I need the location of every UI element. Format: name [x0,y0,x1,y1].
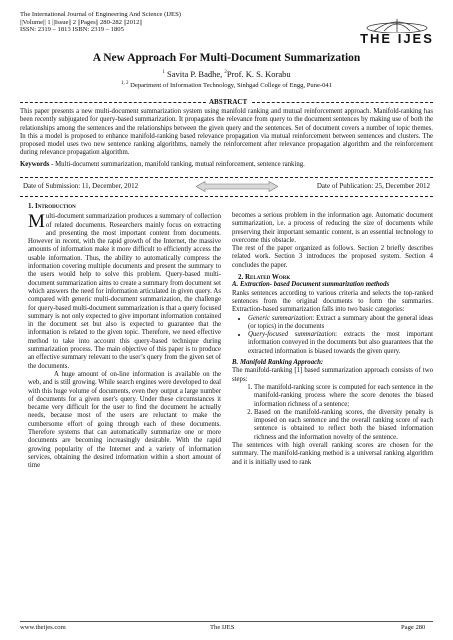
dates-row [20,180,433,194]
list-item: 1. The manifold-ranking score is computed for each sentence in the manifold-ranking process where the score denotes the biased information richness of a sentence; [254,384,433,409]
keywords-text: - Multi-document summarization, manifold ranking, mutual reinforcement, sentence ranking. [49,161,305,168]
author-1-sup: 1 [162,70,165,76]
journal-name: The International Journal of Engineering And Science (IJES) [20,11,181,18]
list-item-head: Query-focused summarization [248,331,336,339]
subsection-label: B. [232,359,239,367]
affiliation-text: Department of Information Technology, Sinhgad College of Engg, Pune-041 [130,82,333,89]
abstract-label: ABSTRACT [209,98,248,106]
footer-journal: The IJES [210,624,235,631]
abstract-text: This paper presents a new multi-document summarization system using manifold ranking and mutual reinforcement approach. Manifold-ranking has been recently subjugated for query-based summarization. It propagates the relevance from query to the document sentences by making use of both the relationships among the sentences and the relationships between the given query and the sentences. Set of document covers a number of topic themes. In this a model is proposed to enhance manifold-ranking based relevance propagation via mutual reinforcement between sentences and clusters. The proposed model uses two new sentence ranking algorithms, namely the reinforcement after relevance propagation algorithm and the reinforcement during relevance propagation algorithm. [20,108,433,157]
subsection-heading-a [232,281,433,289]
journal-issn: ISSN: 2319 – 1813 ISBN: 2319 – 1805 [20,26,124,34]
journal-header [20,11,181,34]
submission-date: Date of Submission: 11, December, 2012 [23,182,139,190]
dates-top-rule [20,177,433,178]
section-heading-introduction [28,202,221,210]
keywords-label: Keywords [20,161,50,168]
steps-list [232,384,433,442]
author-2: Prof. K. S. Korabu [226,69,291,79]
list-item-head: Generic summarization [248,314,313,322]
keywords [20,161,433,169]
divider-right [252,102,433,103]
divider-left [20,102,206,103]
intro-paragraph-2: A huge amount of on-line information is available on the web, and is still growing. While search engines were developed to deal with this huge volume of documents, even they output a large number of documents for a given user's query. Under these circumstances it became very difficult for the user to find the document he actually needs, because most of the users are reluctant to make the cumbersome effort of going through each of these documents. Therefore systems that can automatically summarize one or more documents are becoming increasingly desirable. With the rapid growing popularity of the Internet and a variety of information services, obtaining the desired information within a short amount of time [28,370,221,470]
left-column [28,202,221,471]
intro-paragraph-1 [28,213,221,371]
subsection-title: Extraction- based Document summarization methods [239,281,390,289]
section-heading-related-work [238,273,433,281]
footer-website: www.theijes.com [20,624,66,631]
abstract-divider [20,98,433,106]
subsection-heading-b [232,359,433,367]
logo-text: THE IJES [360,31,434,46]
authors [0,69,453,79]
section-number: 2. [238,273,244,282]
intro-paragraph-1-text: ulti-document summarization produces a summary of collection of related documents. Researchers mainly focus on extracting and presenting the most important content from documents. However in recent, with the rapid growth of the Internet, the massive amounts of information make it more difficult to efficiently access the usable information. Thus, the ability to automatically compress the information covering multiple documents and present the summary to the users would help to solve this problem. Query-based multi-document summarization aims to create a summary from document set which answers the need for information articulated in given query. As compared with generic multi-document summarization, the challenge for query-based multi-document summarization is that a query focused summary is not only expected to give important information contained in the document set but also is expected to guarantee that the information is related to the given topic. Therefore, we need effective method to take into account this query-based technique during summarization process. The main objective of this paper is to produce an effective summary relevant to the user’s query from the given set of the documents. [28,213,221,370]
subsection-title: Manifold Ranking Approach: [239,359,324,367]
footer-page-number: Page 280 [401,624,426,631]
list-item [248,315,433,332]
right-paragraph-1: becomes a serious problem in the information age. Automatic document summarization, i.e. a process of reducing the size of documents while preserving their important semantic content, is an essential technology to overcome this obstacle. [232,212,433,244]
ijes-logo [360,15,434,49]
drop-cap: M [28,211,45,233]
section-title: Related Work [245,273,291,282]
author-1: Savita P. Badhe, [167,69,223,79]
list-item-text: : Extract a summary about the general ideas (or topics) in the documents [248,314,434,330]
footer-rule [20,621,433,622]
subsection-b-paragraph: The manifold-ranking [1] based summarization approach consists of two steps: [232,367,433,383]
list-item: 2. Based on the manifold-ranking scores, the diversity penalty is imposed on each sentence and the overall ranking score of each sentence is obtained to reflect both the biased information richness and the information novelty of the sentence. [254,409,433,442]
subsection-label: A. [232,281,239,289]
section-title: Introduction [35,202,76,210]
double-arrow-icon [196,181,278,192]
right-paragraph-2: The rest of the paper organized as follows. Section 2 briefly describes related work. Section 3 introduces the proposed system. Section 4 concludes the paper. [232,245,433,269]
dates-bottom-rule [20,196,433,197]
right-column [232,212,433,467]
affiliation [0,82,453,89]
category-list [232,315,433,356]
paper-title: A New Approach For Multi-Document Summarization [92,52,361,64]
list-item [248,331,433,356]
author-2-sup: 2 [224,70,227,76]
journal-volume: ||Volume|| 1 ||Issue|| 2 ||Pages|| 280-282 ||2012|| [20,18,143,26]
section-number: 1. [28,202,34,210]
right-paragraph-end: The sentences with high overall ranking scores are chosen for the summary. The manifold-ranking method is a universal ranking algorithm and it is initially used to rank [232,442,433,466]
affiliation-sup: 1, 2 [120,80,129,86]
subsection-a-paragraph: Ranks sentences according to various criteria and selects the top-ranked sentences from the original documents to form the summaries. Extraction-based summarization falls into two basic categories: [232,289,433,314]
publication-date: Date of Publication: 25, December 2012 [316,182,430,190]
list-item-text: : extracts the most important information conveyed in the documents but also guarantees that the extracted information is biased towards the given query. [248,331,433,355]
